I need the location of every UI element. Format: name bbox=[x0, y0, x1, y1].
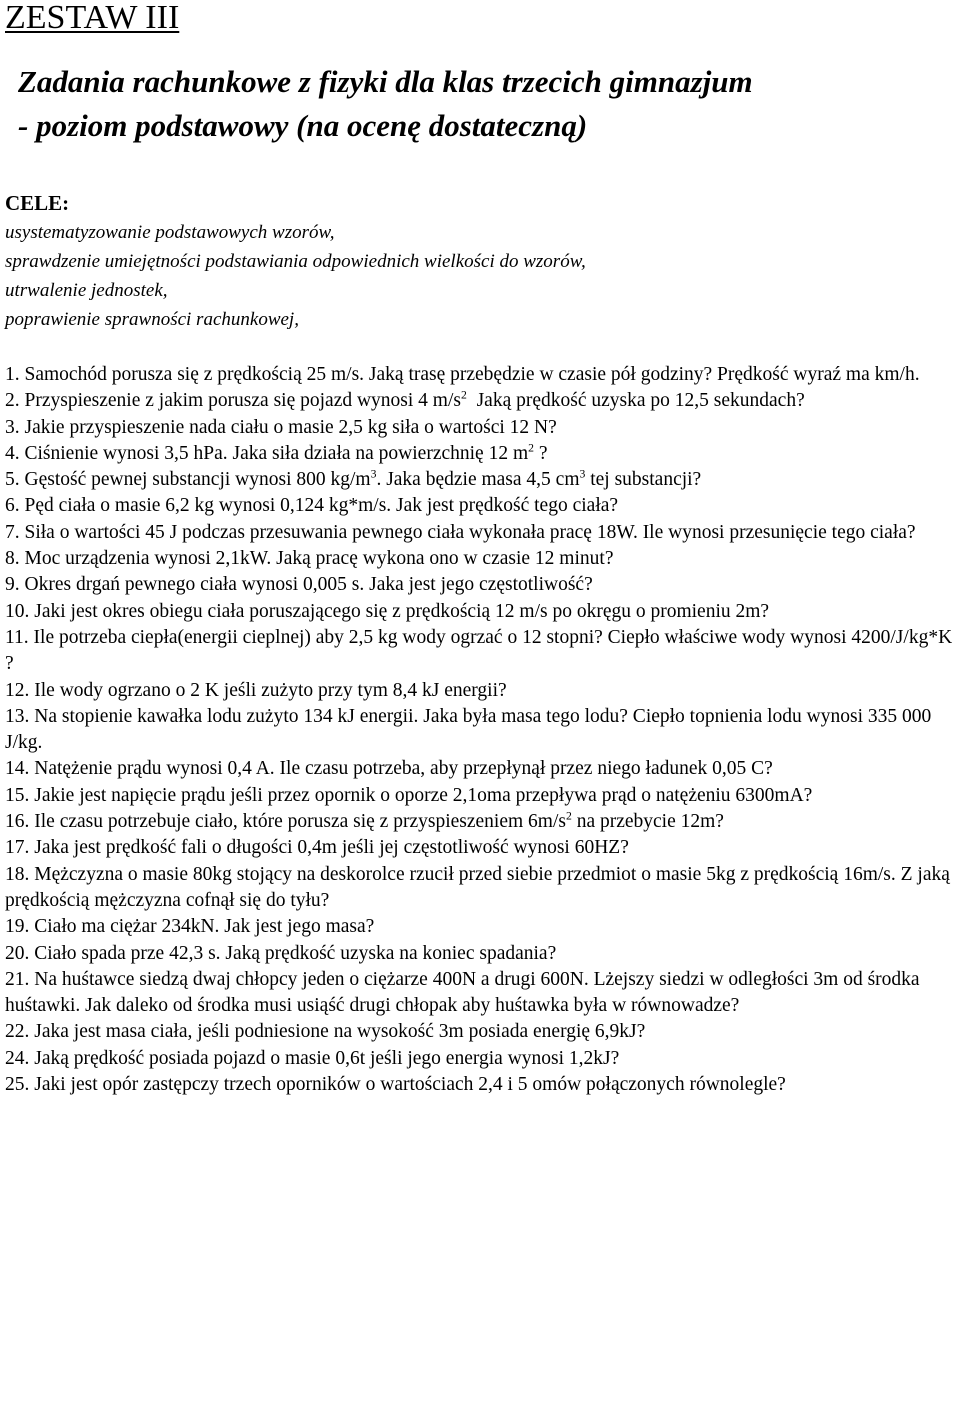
task-item bbox=[5, 388, 960, 414]
task-item bbox=[5, 362, 960, 388]
task-item bbox=[5, 572, 960, 598]
task-item bbox=[5, 493, 960, 519]
task-number: 2. bbox=[5, 390, 20, 412]
task-number: 8. bbox=[5, 548, 20, 570]
task-number: 19. bbox=[5, 916, 30, 938]
task-number: 7. bbox=[5, 521, 20, 543]
task-number: 9. bbox=[5, 574, 20, 596]
task-text: Samochód porusza się z prędkością 25 m/s. Jaką trasę przebędzie w czasie pół godziny? Prędkość wyraź ma km/h. bbox=[24, 364, 920, 385]
goal-item: sprawdzenie umiejętności podstawiania odpowiednich wielkości do wzorów, bbox=[5, 251, 586, 272]
goals-heading: CELE: bbox=[5, 191, 70, 215]
task-text: Ile potrzeba ciepła(energii cieplnej) aby 2,5 kg wody ogrzać o 12 stopni? Ciepło właściwe wody wynosi 4200/J/kg*K ? bbox=[5, 626, 953, 675]
task-text: ? bbox=[533, 442, 548, 464]
task-text: Na huśtawce siedzą dwaj chłopcy jeden o ciężarze 400N a drugi 600N. Lżejszy siedzi w odległości 3m od środka huśtawki. Jak daleko od środka musi usiąść drugi chłopak aby huśtawka była w równowadze? bbox=[5, 968, 920, 1017]
task-text: Ciało ma ciężar 234kN. Jak jest jego masa? bbox=[34, 916, 375, 938]
task-list bbox=[5, 362, 960, 1098]
task-text: na przebycie 12m? bbox=[571, 811, 724, 833]
task-number: 18. bbox=[5, 863, 30, 885]
goal-item: usystematyzowanie podstawowych wzorów, bbox=[5, 222, 335, 243]
task-item bbox=[5, 678, 960, 704]
task-item bbox=[5, 783, 960, 809]
task-text: Mężczyzna o masie 80kg stojący na deskorolce rzucił przed siebie przedmiot o masie 5kg z prędkością 16m/s. Z jaką prędkością mężczyzna cofnął się do tyłu? bbox=[5, 863, 950, 911]
task-text: Jaka jest prędkość fali o długości 0,4m jeśli jej częstotliwość wynosi 60HZ? bbox=[34, 837, 629, 859]
task-number: 1. bbox=[5, 364, 20, 385]
task-number: 3. bbox=[5, 416, 20, 438]
superscript: 3 bbox=[579, 467, 586, 481]
task-text: Jaką prędkość posiada pojazd o masie 0,6t jeśli jego energia wynosi 1,2kJ? bbox=[34, 1047, 620, 1069]
task-text: Jaki jest okres obiegu ciała poruszającego się z prędkością 12 m/s po okręgu o promieniu 2m? bbox=[34, 600, 770, 622]
task-item bbox=[5, 941, 960, 967]
task-item bbox=[5, 1072, 960, 1098]
task-number: 4. bbox=[5, 442, 20, 464]
task-item bbox=[5, 1046, 960, 1072]
task-number: 24. bbox=[5, 1047, 30, 1069]
goals-section bbox=[5, 188, 945, 334]
task-item bbox=[5, 809, 960, 835]
task-number: 14. bbox=[5, 758, 30, 780]
superscript: 2 bbox=[460, 388, 467, 402]
task-item bbox=[5, 520, 960, 546]
task-item bbox=[5, 467, 960, 493]
task-text: Jaka jest masa ciała, jeśli podniesione na wysokość 3m posiada energię 6,9kJ? bbox=[34, 1021, 646, 1043]
task-text: Przyspieszenie z jakim porusza się pojazd wynosi 4 m/s bbox=[24, 390, 461, 412]
task-number: 5. bbox=[5, 469, 20, 491]
task-text: Natężenie prądu wynosi 0,4 A. Ile czasu potrzeba, aby przepłynął przez niego ładunek 0,05 C? bbox=[34, 758, 773, 780]
task-item bbox=[5, 599, 960, 625]
title-line-1: Zadania rachunkowe z fizyki dla klas trzecich gimnazjum bbox=[18, 64, 753, 99]
goal-item: utrwalenie jednostek, bbox=[5, 280, 168, 301]
task-number: 21. bbox=[5, 968, 30, 990]
superscript: 2 bbox=[528, 441, 534, 455]
task-item bbox=[5, 704, 960, 757]
task-number: 13. bbox=[5, 705, 30, 727]
task-number: 25. bbox=[5, 1074, 30, 1096]
task-number: 17. bbox=[5, 837, 30, 859]
task-number: 22. bbox=[5, 1021, 30, 1043]
goal-item: poprawienie sprawności rachunkowej, bbox=[5, 309, 299, 330]
task-text: Moc urządzenia wynosi 2,1kW. Jaką pracę wykona ono w czasie 12 minut? bbox=[24, 548, 614, 570]
task-text: Jaki jest opór zastępczy trzech oporników o wartościach 2,4 i 5 omów połączonych równolegle? bbox=[34, 1074, 786, 1096]
task-text: Jakie przyspieszenie nada ciału o masie 2,5 kg siła o wartości 12 N? bbox=[24, 416, 557, 438]
task-item bbox=[5, 625, 960, 678]
task-text: Siła o wartości 45 J podczas przesuwania pewnego ciała wykonała pracę 18W. Ile wynosi przesunięcie tego ciała? bbox=[24, 521, 916, 543]
task-item bbox=[5, 415, 960, 441]
task-item bbox=[5, 546, 960, 572]
superscript: 2 bbox=[565, 809, 572, 823]
task-number: 15. bbox=[5, 784, 30, 806]
task-text: tej substancji? bbox=[585, 469, 702, 491]
task-item bbox=[5, 756, 960, 782]
task-text: Jakie jest napięcie prądu jeśli przez opornik o oporze 2,1oma przepływa prąd o natężeniu 6300mA? bbox=[34, 784, 813, 806]
task-text: Jaką prędkość uzyska po 12,5 sekundach? bbox=[466, 390, 805, 412]
goals-list bbox=[5, 218, 945, 334]
task-text: Ile wody ogrzano o 2 K jeśli zużyto przy tym 8,4 kJ energii? bbox=[34, 679, 507, 701]
task-text: Pęd ciała o masie 6,2 kg wynosi 0,124 kg*m/s. Jak jest prędkość tego ciała? bbox=[24, 495, 619, 517]
task-item bbox=[5, 835, 960, 861]
task-item bbox=[5, 914, 960, 940]
task-item bbox=[5, 1019, 960, 1045]
task-number: 11. bbox=[5, 626, 29, 648]
task-item bbox=[5, 441, 960, 467]
task-text: Ciśnienie wynosi 3,5 hPa. Jaka siła działa na powierzchnię 12 m bbox=[24, 442, 529, 464]
title-line-2: - poziom podstawowy (na ocenę dostateczną) bbox=[18, 108, 588, 143]
task-text: Ciało spada prze 42,3 s. Jaką prędkość uzyska na koniec spadania? bbox=[34, 942, 557, 964]
task-item bbox=[5, 862, 960, 915]
task-text: Gęstość pewnej substancji wynosi 800 kg/m bbox=[24, 469, 371, 491]
task-text: . Jaka będzie masa 4,5 cm bbox=[376, 469, 580, 491]
set-heading: ZESTAW III bbox=[5, 0, 180, 36]
task-text: Na stopienie kawałka lodu zużyto 134 kJ energii. Jaka była masa tego lodu? Ciepło topnienia lodu wynosi 335 000 J/kg. bbox=[5, 705, 932, 754]
task-item bbox=[5, 967, 960, 1020]
task-text: Okres drgań pewnego ciała wynosi 0,005 s. Jaka jest jego częstotliwość? bbox=[24, 574, 593, 596]
task-number: 16. bbox=[5, 811, 30, 833]
document-title bbox=[18, 60, 753, 148]
superscript: 3 bbox=[370, 467, 377, 481]
task-number: 6. bbox=[5, 495, 20, 517]
task-number: 20. bbox=[5, 942, 30, 964]
task-text: Ile czasu potrzebuje ciało, które porusza się z przyspieszeniem 6m/s bbox=[34, 811, 566, 833]
task-number: 10. bbox=[5, 600, 30, 622]
task-number: 12. bbox=[5, 679, 30, 701]
